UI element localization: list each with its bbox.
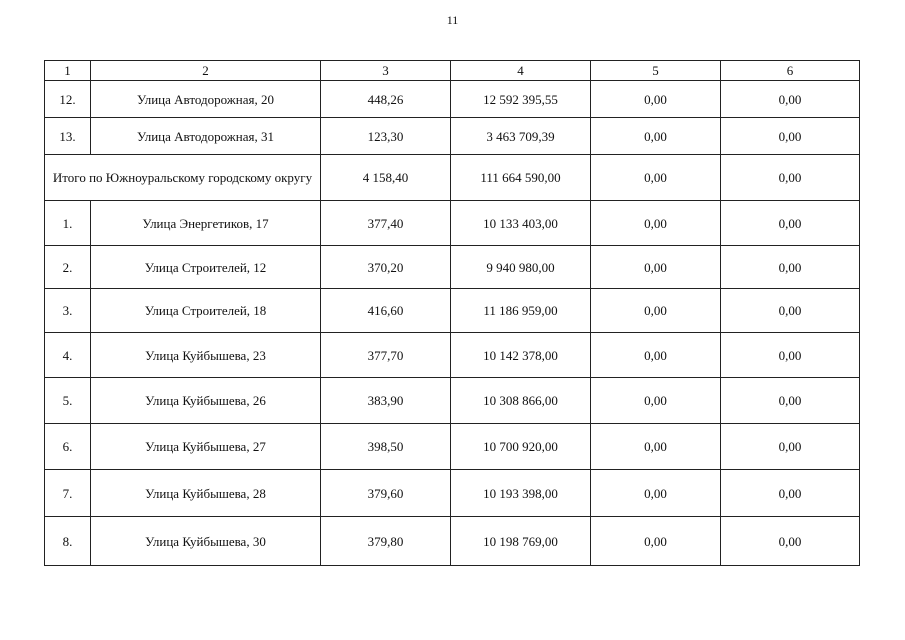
col5-value: 0,00 — [591, 118, 721, 155]
col6-value: 0,00 — [721, 289, 860, 333]
table-row — [45, 424, 860, 470]
col5-value: 0,00 — [591, 333, 721, 378]
col4-value: 3 463 709,39 — [451, 118, 591, 155]
table-row — [45, 201, 860, 246]
header-cell: 2 — [91, 61, 321, 81]
col6-value: 0,00 — [721, 201, 860, 246]
address-cell: Улица Куйбышева, 27 — [91, 424, 321, 470]
table-row — [45, 81, 860, 118]
table-row — [45, 333, 860, 378]
col5-value: 0,00 — [591, 470, 721, 517]
col5-value: 0,00 — [591, 289, 721, 333]
col4-value: 12 592 395,55 — [451, 81, 591, 118]
data-table — [44, 60, 860, 566]
address-cell: Улица Строителей, 18 — [91, 289, 321, 333]
col4-value: 10 308 866,00 — [451, 378, 591, 424]
row-number: 13. — [45, 118, 91, 155]
col6-value: 0,00 — [721, 81, 860, 118]
row-number: 2. — [45, 246, 91, 289]
address-cell: Улица Куйбышева, 30 — [91, 517, 321, 566]
col6-value: 0,00 — [721, 333, 860, 378]
col3-value: 379,60 — [321, 470, 451, 517]
table-row — [45, 378, 860, 424]
col6-value: 0,00 — [721, 424, 860, 470]
address-cell: Улица Автодорожная, 31 — [91, 118, 321, 155]
row-number: 7. — [45, 470, 91, 517]
col6-value: 0,00 — [721, 517, 860, 566]
col6-value: 0,00 — [721, 378, 860, 424]
header-cell: 3 — [321, 61, 451, 81]
col4-value: 10 142 378,00 — [451, 333, 591, 378]
col4-value: 111 664 590,00 — [451, 155, 591, 201]
address-cell: Улица Строителей, 12 — [91, 246, 321, 289]
header-cell: 5 — [591, 61, 721, 81]
col3-value: 398,50 — [321, 424, 451, 470]
col5-value: 0,00 — [591, 246, 721, 289]
col4-value: 11 186 959,00 — [451, 289, 591, 333]
col5-value: 0,00 — [591, 201, 721, 246]
header-row — [45, 61, 860, 81]
col5-value: 0,00 — [591, 424, 721, 470]
header-cell: 4 — [451, 61, 591, 81]
col4-value: 10 198 769,00 — [451, 517, 591, 566]
col6-value: 0,00 — [721, 470, 860, 517]
col4-value: 10 133 403,00 — [451, 201, 591, 246]
col3-value: 370,20 — [321, 246, 451, 289]
row-number: 5. — [45, 378, 91, 424]
header-cell: 1 — [45, 61, 91, 81]
table-row — [45, 246, 860, 289]
row-number: 8. — [45, 517, 91, 566]
table-row — [45, 289, 860, 333]
total-row — [45, 155, 860, 201]
col6-value: 0,00 — [721, 155, 860, 201]
col4-value: 9 940 980,00 — [451, 246, 591, 289]
address-cell: Улица Куйбышева, 28 — [91, 470, 321, 517]
row-number: 4. — [45, 333, 91, 378]
col3-value: 383,90 — [321, 378, 451, 424]
col3-value: 416,60 — [321, 289, 451, 333]
col3-value: 379,80 — [321, 517, 451, 566]
address-cell: Улица Куйбышева, 23 — [91, 333, 321, 378]
col5-value: 0,00 — [591, 517, 721, 566]
row-number: 6. — [45, 424, 91, 470]
col3-value: 123,30 — [321, 118, 451, 155]
col3-value: 377,40 — [321, 201, 451, 246]
col3-value: 4 158,40 — [321, 155, 451, 201]
col4-value: 10 193 398,00 — [451, 470, 591, 517]
header-cell: 6 — [721, 61, 860, 81]
address-cell: Улица Автодорожная, 20 — [91, 81, 321, 118]
page-number: 11 — [446, 13, 459, 27]
address-cell: Улица Энергетиков, 17 — [91, 201, 321, 246]
col5-value: 0,00 — [591, 378, 721, 424]
table-row — [45, 517, 860, 566]
col4-value: 10 700 920,00 — [451, 424, 591, 470]
address-cell: Улица Куйбышева, 26 — [91, 378, 321, 424]
col3-value: 448,26 — [321, 81, 451, 118]
row-number: 3. — [45, 289, 91, 333]
total-label: Итого по Южноуральскому городскому округу — [45, 155, 321, 201]
row-number: 12. — [45, 81, 91, 118]
row-number: 1. — [45, 201, 91, 246]
col3-value: 377,70 — [321, 333, 451, 378]
col5-value: 0,00 — [591, 155, 721, 201]
table-row — [45, 470, 860, 517]
col6-value: 0,00 — [721, 118, 860, 155]
col5-value: 0,00 — [591, 81, 721, 118]
table-row — [45, 118, 860, 155]
col6-value: 0,00 — [721, 246, 860, 289]
